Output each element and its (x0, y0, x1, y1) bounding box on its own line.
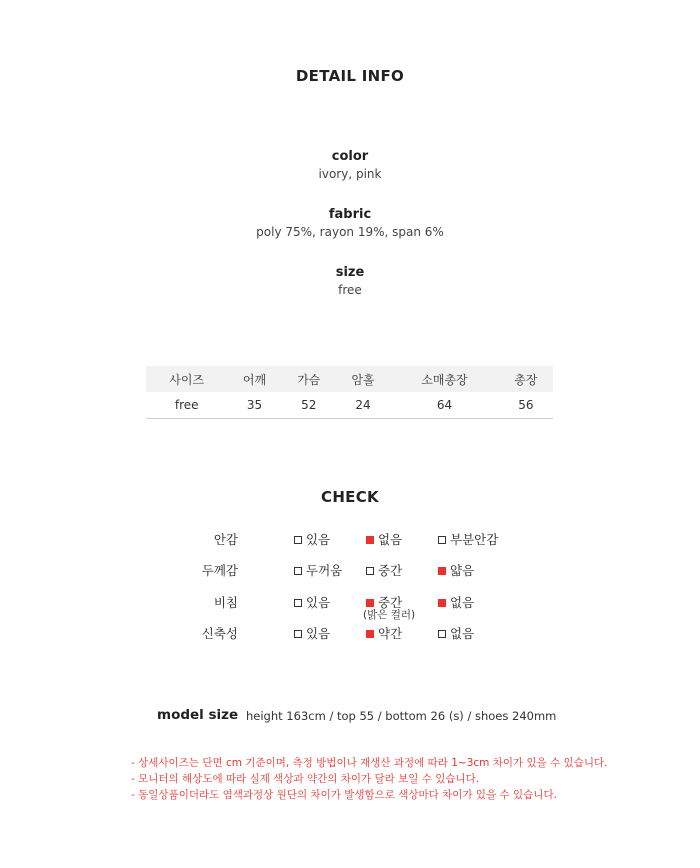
checkbox-checked-icon (438, 567, 446, 575)
check-option: 중간 (366, 561, 402, 579)
checkbox-icon (294, 567, 302, 575)
color-value: ivory, pink (318, 167, 382, 181)
size-table-header: 사이즈 (146, 366, 227, 392)
check-option: 약간 (366, 624, 402, 642)
fabric-value: poly 75%, rayon 19%, span 6% (256, 225, 444, 239)
fabric-label: fabric (328, 207, 372, 222)
size-table-header: 가슴 (282, 366, 336, 392)
checkbox-checked-icon (366, 630, 374, 638)
check-label-stretch: 신축성 (201, 626, 238, 641)
checkbox-icon (294, 536, 302, 544)
table-cell: 56 (499, 392, 553, 419)
size-table-header: 암홀 (336, 366, 390, 392)
checkbox-icon (366, 567, 374, 575)
size-table (146, 366, 553, 419)
checkbox-icon (294, 599, 302, 607)
check-label-lining: 안감 (213, 532, 238, 547)
check-option: 있음 (294, 624, 330, 642)
check-option: 없음 (366, 530, 402, 548)
check-option: 있음 (294, 530, 330, 548)
checkbox-icon (438, 630, 446, 638)
notice-line: - 상세사이즈는 단면 cm 기준이며, 측정 방법이나 재생산 과정에 따라 1~3cm 차이가 있을 수 있습니다. (131, 757, 608, 769)
check-option: 얇음 (438, 561, 474, 579)
checkbox-checked-icon (366, 599, 374, 607)
notice-line: - 동일상품이더라도 염색과정상 원단의 차이가 발생함으로 색상마다 차이가 있을 수 있습니다. (131, 789, 557, 801)
check-option: 있음 (294, 593, 330, 611)
check-option: 없음 (438, 593, 474, 611)
table-cell: 24 (336, 392, 390, 419)
size-table-header: 총장 (499, 366, 553, 392)
color-label: color (331, 149, 369, 164)
detail-info-title: DETAIL INFO (295, 67, 405, 85)
check-option: 두꺼움 (294, 561, 342, 579)
checkbox-checked-icon (366, 536, 374, 544)
table-cell: 35 (227, 392, 281, 419)
table-cell: free (146, 392, 227, 419)
check-option-note: (밝은 컬러) (363, 609, 416, 621)
size-table-header: 어깨 (227, 366, 281, 392)
check-label-sheerness: 비침 (213, 595, 238, 610)
notice-line: - 모니터의 해상도에 따라 실제 색상과 약간의 차이가 달라 보일 수 있습니다. (131, 773, 480, 785)
table-cell: 64 (390, 392, 499, 419)
table-cell: 52 (282, 392, 336, 419)
check-option: 부분안감 (438, 530, 498, 548)
model-size-value: height 163cm / top 55 / bottom 26 (s) / shoes 240mm (246, 709, 557, 723)
checkbox-icon (294, 630, 302, 638)
size-value: free (338, 283, 362, 297)
model-size-label: model size (157, 707, 239, 723)
check-title: CHECK (321, 488, 379, 506)
size-table-header: 소매총장 (390, 366, 499, 392)
size-label: size (335, 265, 365, 280)
checkbox-icon (438, 536, 446, 544)
check-option: 없음 (438, 624, 474, 642)
size-table-header-row (146, 366, 553, 392)
checkbox-checked-icon (438, 599, 446, 607)
check-label-thickness: 두께감 (201, 563, 238, 578)
check-option: 중간 (366, 593, 402, 611)
table-row (146, 392, 553, 419)
